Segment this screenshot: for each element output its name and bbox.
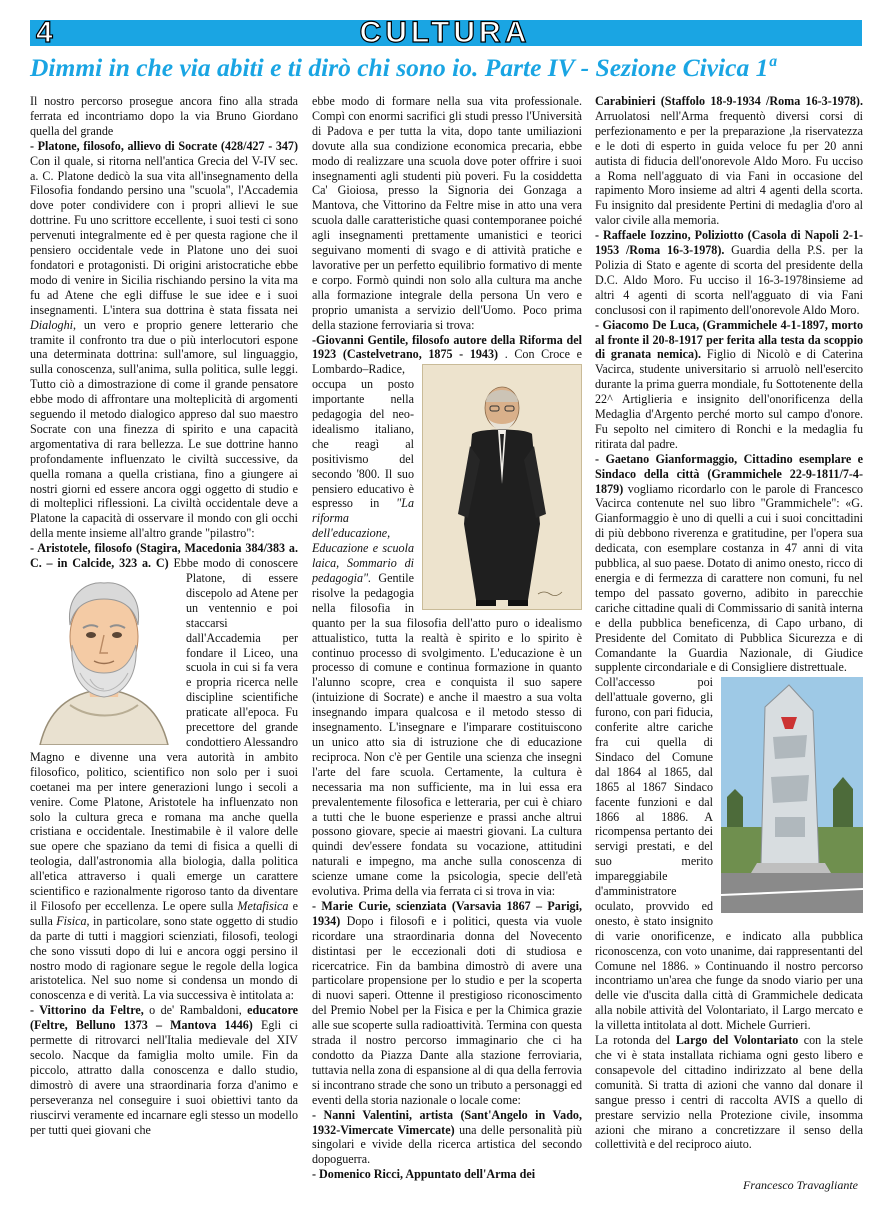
volontariato-monument-image [721,677,863,913]
body-italic: Metafisica [237,898,289,913]
section-title: CULTURA [359,16,531,49]
body-text: Ebbe modo di conoscere Platone, di essere discepolo ad Atene per un ventennio e poi staccarsi dall'Accademia per fondare il Liceo, una scuola in cui si fa vera e propria ricerca nelle discipline scientifiche praticate all'epoca. Fu precettore del grande condottiero Alessandro Magno e divenne una vera autorità in ambito filosofico, politico, scientifico non solo per i suoi coetanei ma per intere generazioni lungo i secoli a venire. Come Platone, Aristotele ha influenzato non solo la cultura greca e romana ma anche quella cristiana e occidentale. Inestimabile è il valore delle sue opere che spaziano da temi di fisica a quelli di teologia, dall'astronomia alla biologia, dalla politica all'etica attraverso i quali emerge un carattere scientifico e razionalmente rigoroso tanto da diventare il Filosofo per eccellenza. Le opere sulla [30,556,298,913]
paragraph-ricci-start [312,1167,582,1182]
entry-heading-iozzino: - Raffaele Iozzino, Poliziotto (Casola di Napoli 2-1-1953 /Roma 16-3-1978). [595,228,863,258]
body-text: Gentile risolve la pedagogia nella filosofia in quanto per la sua filosofia dell'atto puro o idealismo attualistico, tutta la realtà è spirito e lo spirito è continuo processo di svolgimento. L'educazione è un processo di comune e continua formazione in quanto l'alunno scopre, crea e conquista il suo sapere (intuizione di Socrate) e anche il maestro a sua volta insegnando impara qualcosa e il metodo stesso di insegnamento. L'insegnare e l'imparare costituiscono un unico atto sia di istruzione che di educazione reciproca. Non c'è per Gentile una scienza che insegni l'arte del fare scuola. Certamente, la cultura è necessaria ma non sufficiente, ma in lui essa era prevalentemente filosofica e letteraria, per cui è chiaro a tutti che le buone esperienze e prassi anche altrui possono giovare, specie ai maestri giovani. La cultura quindi dev'essere fondata su vocazione, attitudini naturali e impegno, ma anche sulla conoscenza di scienze umane come la psicologia, specie dell'età evolutiva. Prima della via ferrata ci si trova in via: [312,571,582,899]
paragraph-vittorino [30,1003,298,1137]
body-text: in particolare, sono state oggetto di studio da parte di tutti i maggiori scienziati, filosofi, teologi che sono vissuti dopo di lui e ancora oggi persino il nostro modo di ragionare segue le regole della logica aristotelica. Nel suo nome si condensa un mondo di conoscenza e di verità. La via successiva è intitolata a: [30,913,298,1003]
body-text: . Con Croce e Lombardo–Radice, occupa un posto importante nella pedagogia del neo-idealismo italiano, che reagì al positivismo del secondo '800. Il suo pensiero educativo è espresso in [312,347,583,511]
body-text: La rotonda del [595,1033,676,1048]
entry-heading-platone: - Platone, filosofo, allievo di Socrate (428/427 - 347) [30,138,298,153]
page-number: 4 [36,16,53,49]
paragraph-volontariato [595,1033,863,1152]
paragraph-gentile [312,333,582,899]
entry-heading-deluca: - Giacomo De Luca, (Grammichele 4-1-1897, morto al fronte il 20-8-1917 per ferita alla testa da scoppio di granata nemica). [595,317,863,362]
body-text: Egli ci permette di ritrovarci nell'Italia medievale del XIV secolo. Nacque da famiglia molto umile. Fin da piccolo, attratto dalla conoscenza e dallo studio, dimostrò di avere una straordinaria forza d'animo e perseveranza nel conseguire i suoi obiettivi tanto da riuscirvi veramente ed incarnare egli stesso un modello per tutti quei giovani che [30,1018,298,1137]
paragraph-deluca [595,318,863,452]
body-text: vogliamo ricordarlo con le parole di Francesco Vacirca contenute nel suo libro "Grammichele": «G. Gianformaggio è uno di quelli a cui i suoi concittadini di più debbono riverenza e gratitudine, per l'opera sua dedicata, con esemplare costanza in 47 anni di vita pubblica, al suo paese. Dotato di animo onesto, ricco di energia e di fermezza di carattere non comuni, fu nel tempo del passato governo, adibito in parecchie cariche cittadine quali di Commissario di sanità interna e della pubblica beneficenza, di Capo urbano, di Presidente del Comitato di Pubblica Sicurezza e di Comandante la Guardia Nazionale, di Giudice supplente circondariale e di Consigliere distrettuale. [595,481,864,675]
paragraph-valentini [312,1108,582,1168]
entry-heading-curie: - Marie Curie, scienziata (Varsavia 1867 – Parigi, 1934) [312,898,582,928]
entry-heading-valentini: - Nanni Valentini, artista (Sant'Angelo in Vado, 1932-Vimercate Vimercate) [312,1107,582,1137]
paragraph-gianformaggio [595,452,863,676]
paragraph-iozzino [595,228,863,317]
paragraph-intro [30,94,298,139]
paragraph-gianformaggio-cont [595,675,863,1033]
article-column-1 [30,94,298,1137]
paragraph-ricci [595,94,863,228]
article-column-2 [312,94,582,1182]
author-signature: Francesco Travagliante [743,1178,858,1192]
entry-heading-ricci: - Domenico Ricci, Appuntato dell'Arma dei [312,1167,536,1182]
body-text: , un vero e proprio genere letterario che tramite il confronto tra due o più interlocutori espone una determinata dottrina: sull'amore, sul linguaggio, sulla conoscenza, sull'anima, sulla politica, sulle leggi. Tutto ciò a dimostrazione di come il grande pensatore ebbe modo di affrontare una molteplicità di argomenti seguendo il metodo dialogico appreso dal suo maestro Socrate con una finezza di spirito e una capacità argomentativa di rara bellezza. Le sue dottrine hanno profondamente influenzato le civiltà successive, da quella romana a quella cristiana, fino a giungere ai nostri giorni ed essere ancora oggi oggetto di studio e di molteplici riflessioni. La civiltà occidentale deve a Platone la capacità di osservare il mondo con gli occhi della mente insieme all'altro grande "pilastro": [30,317,298,541]
body-italic: Dialoghi [30,317,74,332]
entry-heading-aristotele: - Aristotele, filosofo (Stagira, Macedonia 384/383 a. C. – in Calcide, 323 a. C) [30,541,298,571]
body-italic: "La riforma dell'educazione, Educazione e scuola laica, Sommario di pedagogia". [312,496,414,585]
body-text: Dopo i filosofi e i politici, questa via vuole ricordare una straordinaria donna del Novecento distintasi per le eccezionali doti di studiosa e ricercatrice. Fin da bambina dimostrò di avere una particolare propensione per lo studio e per la scoperta di nuovi saperi. Ottenne il prestigioso riconoscimento del Premio Nobel per la Fisica e per la Chimica grazie alle sue scoperte sulla radioattività. Termina con questa strada il nostro percorso immaginario che ci ha condotto da Piazza Dante alla stazione ferroviaria, tuttavia nella zona di espansione al di qua della ferrovia si incontrano strade che sono un tributo a personaggi ed eventi della storia nazionale o locale come: [312,913,582,1107]
body-text: Con il quale, si ritorna nell'antica Grecia del V-IV sec. a. C. Platone dedicò la sua vita all'insegnamento della Filosofia fondando persino una "scuola", l'Accademia dove poter condividere con i propri allievi le sue dottrine. Fu uno scrittore eccellente, i suoi testi ci sono pervenuti integralmente ed è per questa ragione che il pensiero occidentale vede in Platone uno dei suoi fondatori e protagonisti. Di origini aristocratiche ebbe modo di venire in Sicilia rischiando persino la vita ma fu ad Atene che egli diffuse le sue idee e i suoi insegnamenti. L'intera sua dottrina è stata fissata nei [30,153,298,317]
body-italic: Fisica, [56,913,90,928]
entry-heading-vittorino-dates: educatore (Feltre, Belluno 1373 – Mantova 1446) [30,1003,298,1033]
entry-heading-vittorino: - Vittorino da Feltre, [30,1003,144,1018]
body-text: Arruolatosi nell'Arma frequentò diversi corsi di perfezionamento e per la preparazione ,la riservatezza e le doti di esperto in guida veloce fu per 20 anni autista di fiducia dell'onorevole Aldo Moro. Fu ucciso a Roma nell'agguato di via Fani in occasione del rapimento Moro insieme ad altri 4 agenti della scorta. Fu insignito dal presidente Pertini di medaglia d'oro al valor civile alla memoria. [595,108,863,228]
entry-heading-volontariato: Largo del Volontariato [675,1033,799,1048]
gentile-portrait-image [422,364,582,610]
body-text: o de' Rambaldoni, [143,1003,248,1018]
aristotle-bust-image [30,573,178,745]
article-headline: Dimmi in che via abiti e ti dirò chi sono io. Parte IV - Sezione Civica 1ª [30,53,776,82]
body-text: una delle personalità più singolari e vivide della ricerca artistica del secondo dopoguerra. [312,1122,583,1167]
paragraph-curie [312,899,582,1108]
paragraph-platone [30,139,298,541]
body-text: ebbe modo di formare nella sua vita professionale. Compì con enormi sacrifici gli studi presso l'Università di Padova e per tutta la vita, dopo tante umiliazioni dovute alla sua condizione economica precaria, ebbe modo di realizzare una scuola dove poter offrire i suoi insegnamenti agli studenti più poveri. Fu la cosiddetta Ca' Gioiosa, presso la Signoria dei Gonzaga a Mantova, che Vittorino da Feltre mise in atto una vera scuola dalle caratteristiche quasi contemporanee poiché agli insegnamenti prettamente umanistici e teorici seguivano momenti di svago e di attività pratiche e lavorative per un perfetto equilibrio formativo di mente e corpo. Formò quindi non solo alla cultura ma anche alla formazione integrale della persona Un vero e proprio umanista a servizio dell'Uomo. Poco prima della stazione ferroviaria si trova: [312,94,582,332]
body-text: e sulla [30,898,298,928]
entry-heading-ricci-cont: Carabinieri (Staffolo 18-9-1934 /Roma 16-3-1978). [595,94,863,108]
paragraph-vittorino-cont [312,94,582,333]
body-text: Figlio di Nicolò e di Caterina Vacirca, studente universitario si arruolò nell'esercito durante la prima guerra mondiale, fu Sottotenente della 22^ Artiglieria e insignito dell'onorificenza della Medaglia d'Argento perché morto sul campo d'onore. Fu sepolto nel cimitero di Ronchi e la medaglia fu ritirata dal padre. [595,347,864,451]
body-text: Guardia della P.S. per la Polizia di Stato e agente di scorta del presidente della D.C. Aldo Moro. Fu ucciso il 16-3-1978insieme ad altri 4 agenti di scorta nell'agguato di via Fani conclusosi con il rapimento dell'onorevole Aldo Moro. [595,243,863,317]
entry-heading-gentile: -Giovanni Gentile, filosofo autore della Riforma del 1923 (Castelvetrano, 1875 - 1943) [312,332,582,362]
intro-text: Il nostro percorso prosegue ancora fino alla strada ferrata ed incontriamo dopo la via Bruno Giordano quella del grande [30,94,298,138]
body-text: Coll'accesso poi dell'attuale governo, gli furono, con pari fiducia, conferite altre cariche fra cui quella di Sindaco del Comune dal 1864 al 1865, dal 1865 al 1867 Sindaco facente funzioni e dal 1866 al 1886. A ricompensa pertanto dei servigi prestati, e del suo merito impareggiabile d'amministratore oculato, provvido ed onesto, è stato insignito di varie onorificenze, e indicato alla pubblica riconoscenza, con voto unanime, dai rappresentanti del Comune nel 1886. » Continuando il nostro percorso incontriamo un'area che funge da snodo viario per una delle vie d'uscita dalla città di Grammichele dedicata alla nobile attività del Volontariato, il Largo mercato e la villetta intitolata al dott. Michele Gurrieri. [595,675,863,1033]
article-column-3 [595,94,863,1152]
paragraph-aristotele [30,541,298,1003]
entry-heading-gianformaggio: - Gaetano Gianformaggio, Cittadino esemplare e Sindaco della città (Grammichele 22-9-1811/7-4-1879) [595,451,863,496]
body-text: con la stele che vi è stata installata richiama ogni gesto libero e consapevole del cittadino indirizzato al bene della comunità. Si tratta di azioni che vanno dal donare il sangue presso i centri di raccolta AVIS a quello di prestare servizio nella Protezione civile, insomma azioni che mirano a concretizzare il senso della collettività e del reciproco aiuto. [595,1033,864,1152]
